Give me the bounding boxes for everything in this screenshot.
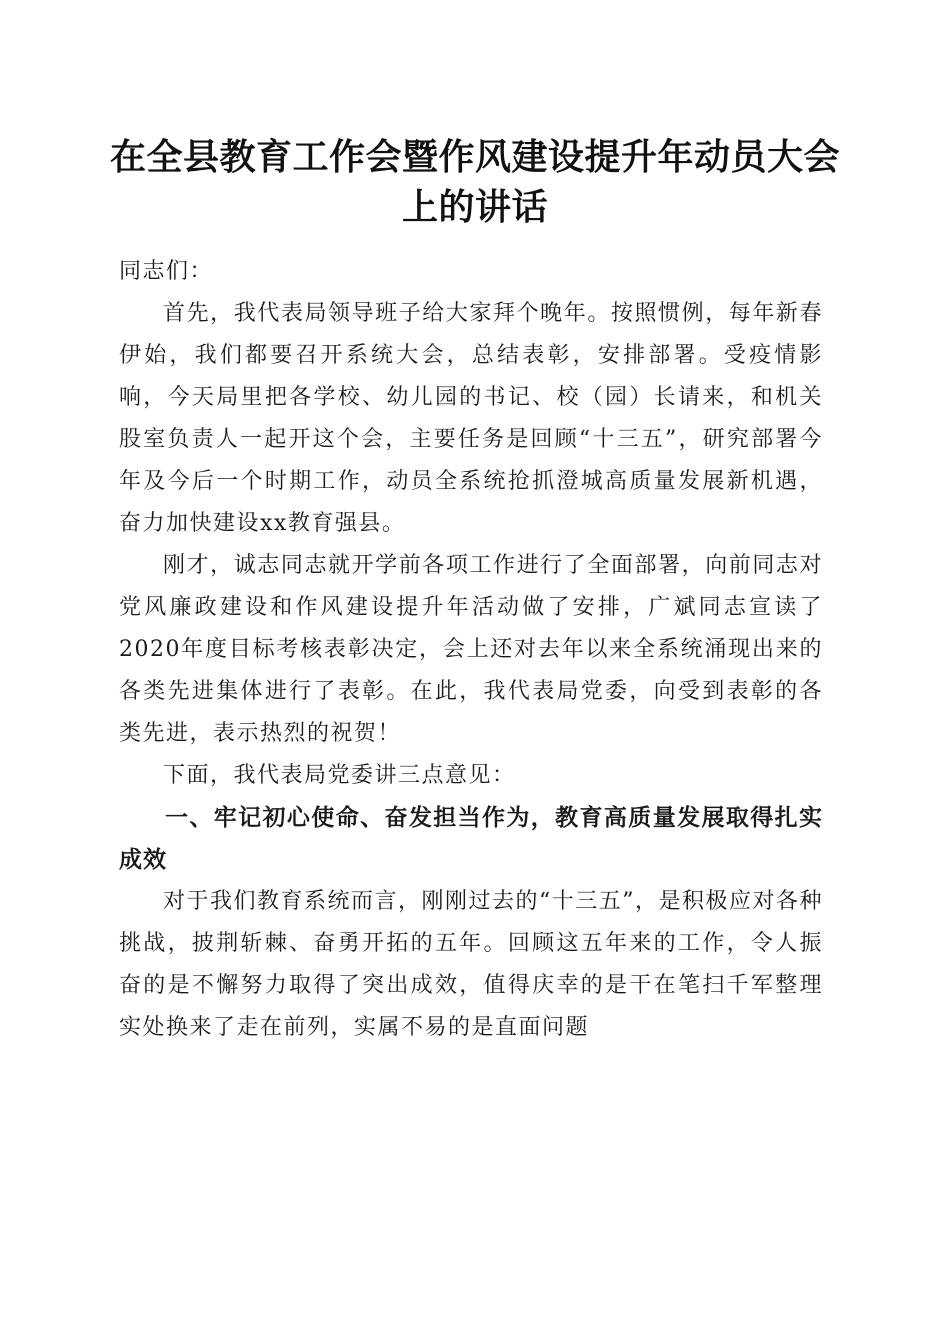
document-body	[119, 251, 823, 1049]
document-title: 在全县教育工作会暨作风建设提升年动员大会上的讲话	[109, 136, 840, 228]
section-heading: 一、牢记初心使命、奋发担当作为，教育高质量发展取得扎实成效	[119, 805, 823, 873]
paragraph-recap: 刚才，诚志同志就开学前各项工作进行了全面部署，向前同志对党风廉政建设和作风建设提升年活动做了安排，广斌同志宣读了2020年度目标考核表彰决定，会上还对去年以来全系统涌现出来的各类先进集体进行了表彰。在此，我代表局党委，向受到表彰的各类先进，表示热烈的祝贺！	[119, 553, 823, 746]
paragraph-opening: 首先，我代表局领导班子给大家拜个晚年。按照惯例，每年新春伊始，我们都要召开系统大会，总结表彰，安排部署。受疫情影响，今天局里把各学校、幼儿园的书记、校（园）长请来，和机关股室负责人一起开这个会，主要任务是回顾“十三五”，研究部署今年及今后一个时期工作，动员全系统抢抓澄城高质量发展新机遇，奋力加快建设xx教育强县。	[119, 301, 823, 536]
salutation: 同志们：	[119, 259, 214, 284]
paragraph-transition: 下面，我代表局党委讲三点意见：	[163, 763, 516, 788]
section-paragraph: 对于我们教育系统而言，刚刚过去的“十三五”，是积极应对各种挑战，披荆斩棘、奋勇开拓的五年。回顾这五年来的工作，令人振奋的是不懈努力取得了突出成效，值得庆幸的是干在笔扫千军整理实处换来了走在前列，实属不易的是直面问题	[119, 889, 823, 1040]
